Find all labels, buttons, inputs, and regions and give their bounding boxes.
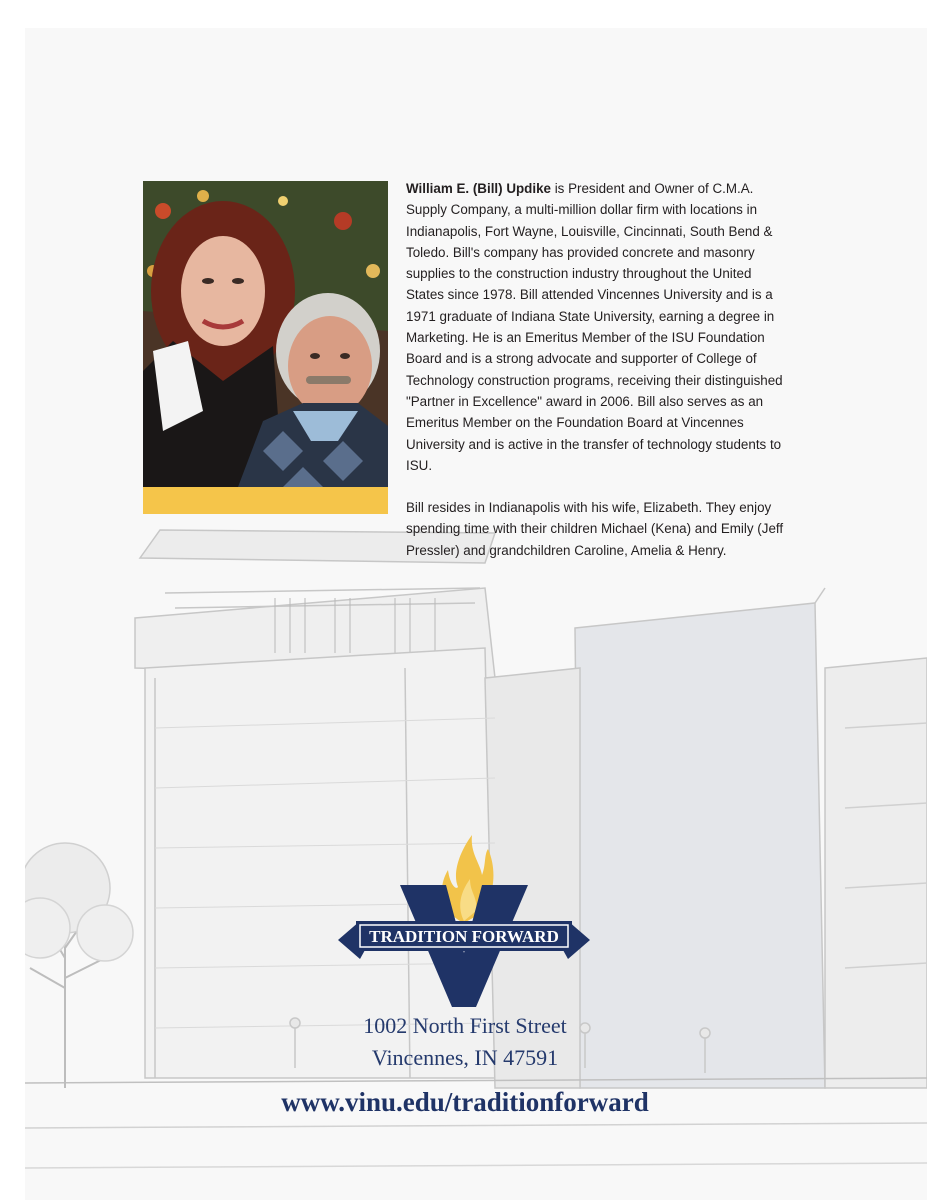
website-link[interactable]: www.vinu.edu/traditionforward — [281, 1087, 649, 1117]
bio-paragraph-2: Bill resides in Indianapolis with his wife, Elizabeth. They enjoy spending time with their children Michael (Kena) and Emily (Jeff Pressler) and grandchildren Caroline, Amelia & Henry. — [406, 500, 784, 558]
address-line-2: Vincennes, IN 47591 — [371, 1045, 559, 1070]
portrait-image — [143, 181, 388, 487]
bio-name: William E. (Bill) Updike — [406, 181, 551, 196]
portrait-photo — [143, 181, 388, 514]
biography — [406, 178, 786, 561]
photo-accent-bar — [143, 487, 388, 514]
tradition-forward-logo — [338, 835, 590, 1010]
bio-paragraph-1 — [406, 178, 786, 476]
bio-paragraph-1-text: is President and Owner of C.M.A. Supply Company, a multi-million dollar firm with locations in Indianapolis, Fort Wayne, Louisville, Cincinnati, South Bend & Toledo. Bill's company has provided concrete and masonry supplies to the construction industry throughout the United States since 1978. Bill attended Vincennes University and is a 1971 graduate of Indiana State University, earning a degree in Marketing. He is an Emeritus Member of the ISU Foundation Board and is a strong advocate and supporter of College of Technology construction programs, receiving their distinguished "Partner in Excellence" award in 2006. Bill also serves as an Emeritus Member on the Foundation Board at Vincennes University and is active in the transfer of technology students to ISU. — [406, 181, 783, 473]
logo-text: TRADITION FORWARD — [369, 927, 559, 946]
address-line-1: 1002 North First Street — [363, 1013, 567, 1038]
